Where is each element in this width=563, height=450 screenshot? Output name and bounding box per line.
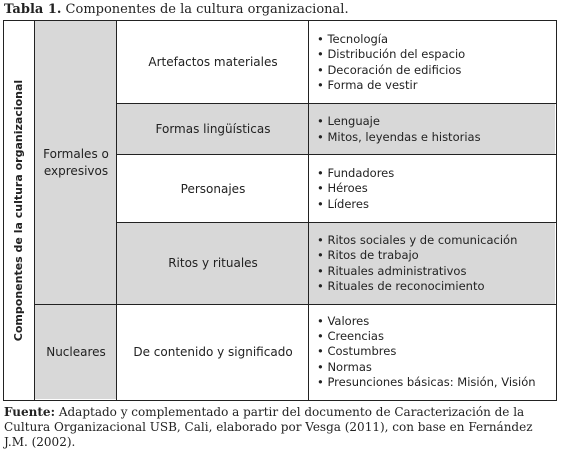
- caption-label: Tabla 1.: [4, 2, 62, 17]
- list-item: • Fundadores: [317, 166, 394, 181]
- grid-line: [116, 222, 556, 223]
- group-nucleares: [35, 305, 117, 399]
- list-item: • Presunciones básicas: Misión, Visión: [317, 375, 536, 390]
- group-label: Formales o expresivos: [43, 146, 109, 178]
- list-item: • Decoración de edificios: [317, 63, 465, 78]
- element-cell: [117, 155, 309, 223]
- items-list: [317, 114, 481, 145]
- source-label: Fuente:: [4, 405, 55, 419]
- element-cell: [117, 223, 309, 304]
- list-item: • Lenguaje: [317, 114, 481, 129]
- list-item: • Ritos sociales y de comunicación: [317, 233, 517, 248]
- vertical-header: Componentes de la cultura organizacional: [12, 79, 26, 341]
- vertical-header-cell: [4, 21, 34, 399]
- list-item: • Rituales de reconocimiento: [317, 279, 517, 294]
- group-formales: [35, 21, 117, 304]
- element-cell: [117, 305, 309, 399]
- list-item: • Ritos de trabajo: [317, 248, 517, 263]
- element-cell: [117, 104, 309, 155]
- element-label: Artefactos materiales: [148, 55, 278, 69]
- items-list: [317, 233, 517, 294]
- list-item: • Líderes: [317, 197, 394, 212]
- culture-components-table: [3, 20, 557, 401]
- items-list: [317, 32, 465, 93]
- list-item: • Héroes: [317, 181, 394, 196]
- grid-line: [34, 304, 556, 305]
- list-item: • Forma de vestir: [317, 78, 465, 93]
- grid-line: [308, 21, 309, 400]
- element-label: Ritos y rituales: [168, 256, 258, 270]
- list-item: • Mitos, leyendas e historias: [317, 130, 481, 145]
- table-source: [4, 405, 559, 450]
- items-cell: [309, 104, 555, 155]
- items-list: [317, 314, 536, 390]
- grid-line: [116, 103, 556, 104]
- list-item: • Creencias: [317, 329, 536, 344]
- items-cell: [309, 21, 555, 104]
- element-label: De contenido y significado: [133, 344, 293, 359]
- element-label: Formas lingüísticas: [155, 122, 271, 136]
- element-cell: [117, 21, 309, 104]
- list-item: • Costumbres: [317, 344, 536, 359]
- element-label: Personajes: [180, 181, 246, 196]
- items-cell: [309, 305, 555, 399]
- group-label: Nucleares: [46, 344, 106, 359]
- items-cell: [309, 223, 555, 304]
- list-item: • Distribución del espacio: [317, 47, 465, 62]
- list-item: • Rituales administrativos: [317, 264, 517, 279]
- table-caption: [4, 2, 349, 17]
- list-item: • Tecnología: [317, 32, 465, 47]
- caption-title: Componentes de la cultura organizacional.: [65, 2, 349, 17]
- items-cell: [309, 155, 555, 223]
- grid-line: [116, 154, 556, 155]
- grid-line: [34, 21, 35, 400]
- items-list: [317, 166, 394, 212]
- list-item: • Valores: [317, 314, 536, 329]
- source-text: Adaptado y complementado a partir del documento de Caracterización de la Cultura Organizacional USB, Cali, elaborado por Vesga (2011), con base en Fernández J.M. (2002).: [4, 405, 533, 449]
- list-item: • Normas: [317, 360, 536, 375]
- grid-line: [116, 21, 117, 400]
